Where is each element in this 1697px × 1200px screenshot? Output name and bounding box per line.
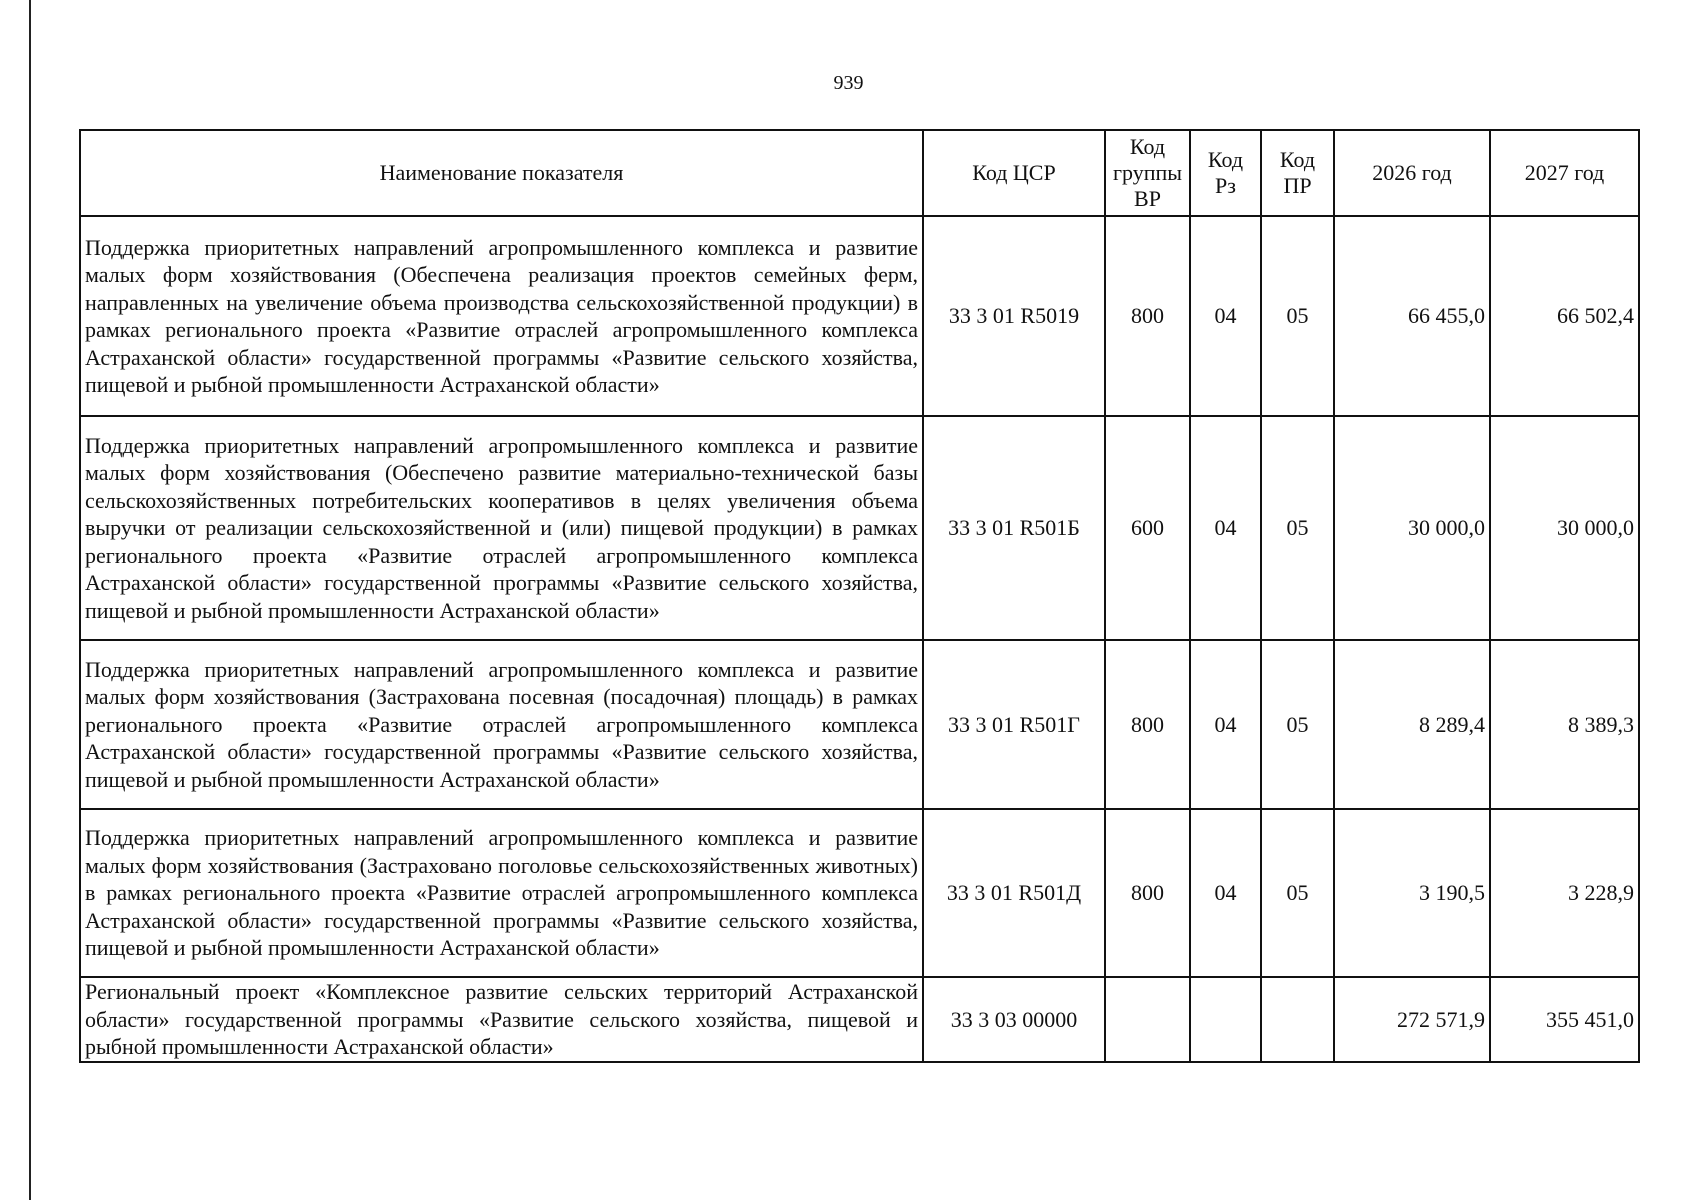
cell-vr-code: 600 [1105, 416, 1190, 640]
cell-amount-2026: 272 571,9 [1334, 977, 1490, 1062]
cell-amount-2027: 355 451,0 [1490, 977, 1639, 1062]
cell-indicator-name: Поддержка приоритетных направлений агропромышленного комплекса и развитие малых форм хозяйствования (Застрахована посевная (посадочная) площадь) в рамках регионального проекта «Развитие отраслей агропромышленного комплекса Астраханской области» государственной программы «Развитие сельского хозяйства, пищевой и рыбной промышленности Астраханской области» [80, 640, 923, 809]
cell-vr-code [1105, 977, 1190, 1062]
budget-table [79, 129, 1640, 1063]
header-csr-code: Код ЦСР [923, 130, 1105, 216]
page-number: 939 [833, 72, 864, 94]
cell-amount-2026: 66 455,0 [1334, 216, 1490, 416]
cell-rz-code [1190, 977, 1261, 1062]
cell-amount-2026: 30 000,0 [1334, 416, 1490, 640]
cell-amount-2027: 8 389,3 [1490, 640, 1639, 809]
header-indicator-name: Наименование показателя [80, 130, 923, 216]
cell-csr-code: 33 3 03 00000 [923, 977, 1105, 1062]
cell-rz-code: 04 [1190, 416, 1261, 640]
table-header-row [80, 130, 1639, 216]
cell-indicator-name: Поддержка приоритетных направлений агропромышленного комплекса и развитие малых форм хозяйствования (Обеспечена реализация проектов семейных ферм, направленных на увеличение объема производства сельскохозяйственной продукции) в рамках регионального проекта «Развитие отраслей агропромышленного комплекса Астраханской области» государственной программы «Развитие сельского хозяйства, пищевой и рыбной промышленности Астраханской области» [80, 216, 923, 416]
cell-vr-code: 800 [1105, 640, 1190, 809]
cell-rz-code: 04 [1190, 809, 1261, 977]
cell-indicator-name: Поддержка приоритетных направлений агропромышленного комплекса и развитие малых форм хозяйствования (Обеспечено развитие материально-технической базы сельскохозяйственных потребительских кооперативов в целях увеличения объема выручки от реализации сельскохозяйственной и (или) пищевой продукции) в рамках регионального проекта «Развитие отраслей агропромышленного комплекса Астраханской области» государственной программы «Развитие сельского хозяйства, пищевой и рыбной промышленности Астраханской области» [80, 416, 923, 640]
header-year-2027: 2027 год [1490, 130, 1639, 216]
cell-amount-2026: 3 190,5 [1334, 809, 1490, 977]
table-row [80, 216, 1639, 416]
cell-vr-code: 800 [1105, 809, 1190, 977]
header-year-2026: 2026 год [1334, 130, 1490, 216]
cell-pr-code: 05 [1261, 416, 1334, 640]
cell-csr-code: 33 3 01 R501Г [923, 640, 1105, 809]
cell-pr-code [1261, 977, 1334, 1062]
cell-rz-code: 04 [1190, 216, 1261, 416]
table-row [80, 416, 1639, 640]
cell-indicator-name: Поддержка приоритетных направлений агропромышленного комплекса и развитие малых форм хозяйствования (Застраховано поголовье сельскохозяйственных животных) в рамках регионального проекта «Развитие отраслей агропромышленного комплекса Астраханской области» государственной программы «Развитие сельского хозяйства, пищевой и рыбной промышленности Астраханской области» [80, 809, 923, 977]
table-row [80, 977, 1639, 1062]
table-row [80, 809, 1639, 977]
cell-amount-2027: 66 502,4 [1490, 216, 1639, 416]
cell-amount-2027: 3 228,9 [1490, 809, 1639, 977]
cell-amount-2027: 30 000,0 [1490, 416, 1639, 640]
cell-csr-code: 33 3 01 R501Д [923, 809, 1105, 977]
header-pr-code: Код ПР [1261, 130, 1334, 216]
binding-margin-line [29, 0, 31, 1200]
cell-amount-2026: 8 289,4 [1334, 640, 1490, 809]
cell-csr-code: 33 3 01 R501Б [923, 416, 1105, 640]
cell-pr-code: 05 [1261, 809, 1334, 977]
header-vr-group-code: Код группы ВР [1105, 130, 1190, 216]
cell-pr-code: 05 [1261, 640, 1334, 809]
cell-vr-code: 800 [1105, 216, 1190, 416]
header-rz-code: Код Рз [1190, 130, 1261, 216]
table-row [80, 640, 1639, 809]
cell-csr-code: 33 3 01 R5019 [923, 216, 1105, 416]
cell-pr-code: 05 [1261, 216, 1334, 416]
cell-rz-code: 04 [1190, 640, 1261, 809]
cell-indicator-name: Региональный проект «Комплексное развитие сельских территорий Астраханской области» государственной программы «Развитие сельского хозяйства, пищевой и рыбной промышленности Астраханской области» [80, 977, 923, 1062]
